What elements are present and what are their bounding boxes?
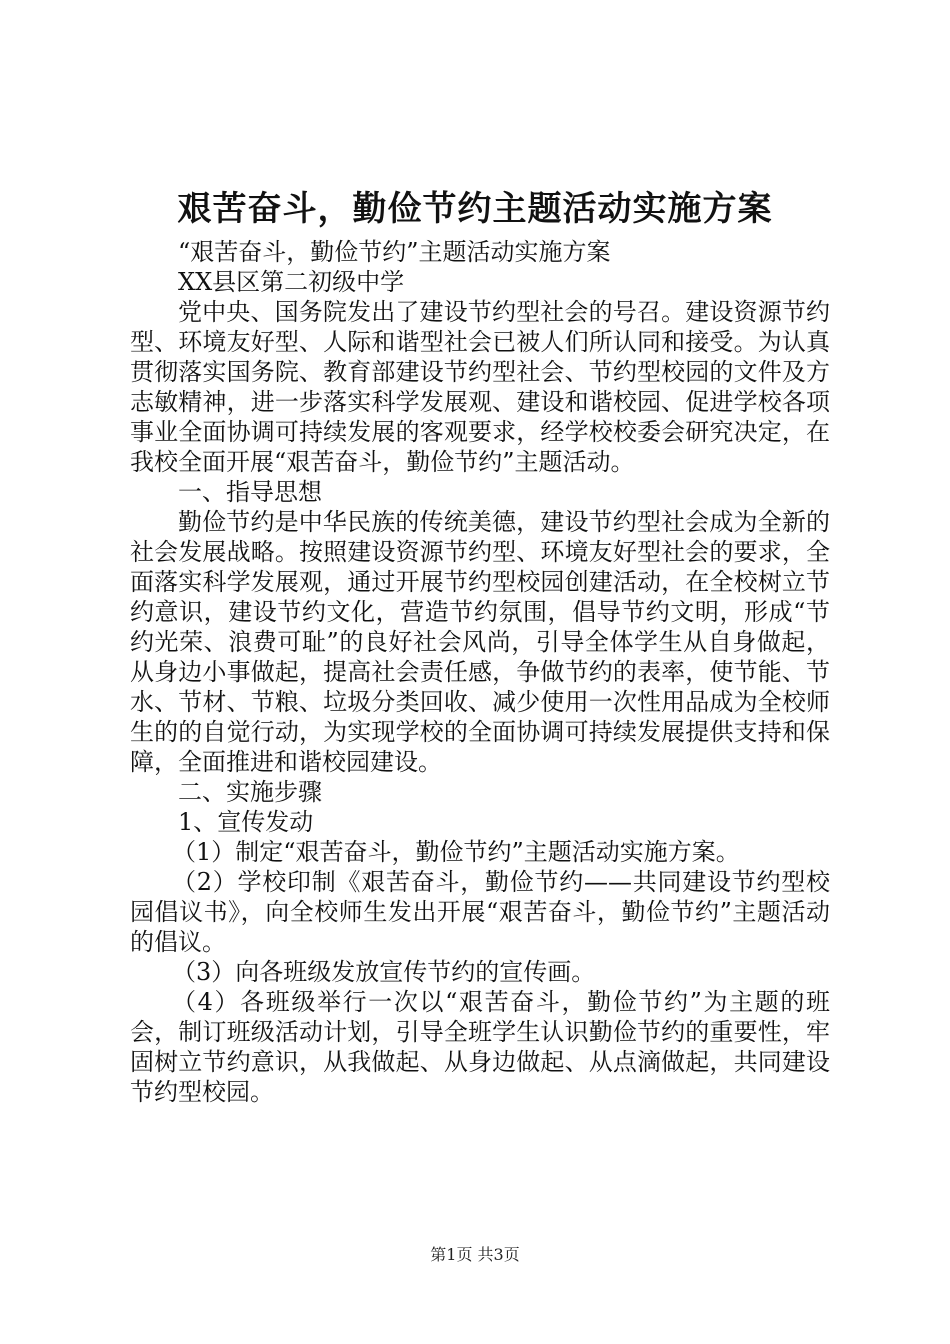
- subsection-heading-publicity: 1、宣传发动: [178, 808, 314, 836]
- subtitle-paragraph: “艰苦奋斗，勤俭节约”主题活动实施方案: [178, 238, 611, 266]
- list-item: （3）向各班级发放宣传节约的宣传画。: [172, 958, 596, 986]
- list-item: （2）学校印制《艰苦奋斗，勤俭节约——共同建设节约型校园倡议书》，向全校师生发出开展“艰苦奋斗，勤俭节约”主题活动的倡议。: [130, 868, 830, 956]
- school-name-paragraph: XX县区第二初级中学: [178, 268, 405, 296]
- document-title: 艰苦奋斗，勤俭节约主题活动实施方案: [177, 189, 773, 229]
- section-heading-implementation-steps: 二、实施步骤: [178, 778, 322, 806]
- page-number-footer: 第1页 共3页: [430, 1245, 520, 1264]
- document-body: [130, 237, 830, 1107]
- guiding-ideology-paragraph: 勤俭节约是中华民族的传统美德，建设节约型社会成为全新的社会发展战略。按照建设资源节约型、环境友好型社会的要求，全面落实科学发展观，通过开展节约型校园创建活动，在全校树立节约意识，建设节约文化，营造节约氛围，倡导节约文明，形成“节约光荣、浪费可耻”的良好社会风尚，引导全体学生从自身做起，从身边小事做起，提高社会责任感，争做节约的表率，使节能、节水、节材、节粮、垃圾分类回收、减少使用一次性用品成为全校师生的的自觉行动，为实现学校的全面协调可持续发展提供支持和保障，全面推进和谐校园建设。: [130, 508, 830, 776]
- list-item: （4）各班级举行一次以“艰苦奋斗，勤俭节约”为主题的班会，制订班级活动计划，引导全班学生认识勤俭节约的重要性，牢固树立节约意识，从我做起、从身边做起、从点滴做起，共同建设节约型校园。: [130, 988, 830, 1106]
- section-heading-guiding-ideology: 一、指导思想: [178, 478, 322, 506]
- list-item: （1）制定“艰苦奋斗，勤俭节约”主题活动实施方案。: [172, 838, 740, 866]
- intro-paragraph: 党中央、国务院发出了建设节约型社会的号召。建设资源节约型、环境友好型、人际和谐型社会已被人们所认同和接受。为认真贯彻落实国务院、教育部建设节约型社会、节约型校园的文件及方志敏精神，进一步落实科学发展观、建设和谐校园、促进学校各项事业全面协调可持续发展的客观要求，经学校校委会研究决定，在我校全面开展“艰苦奋斗，勤俭节约”主题活动。: [130, 298, 830, 476]
